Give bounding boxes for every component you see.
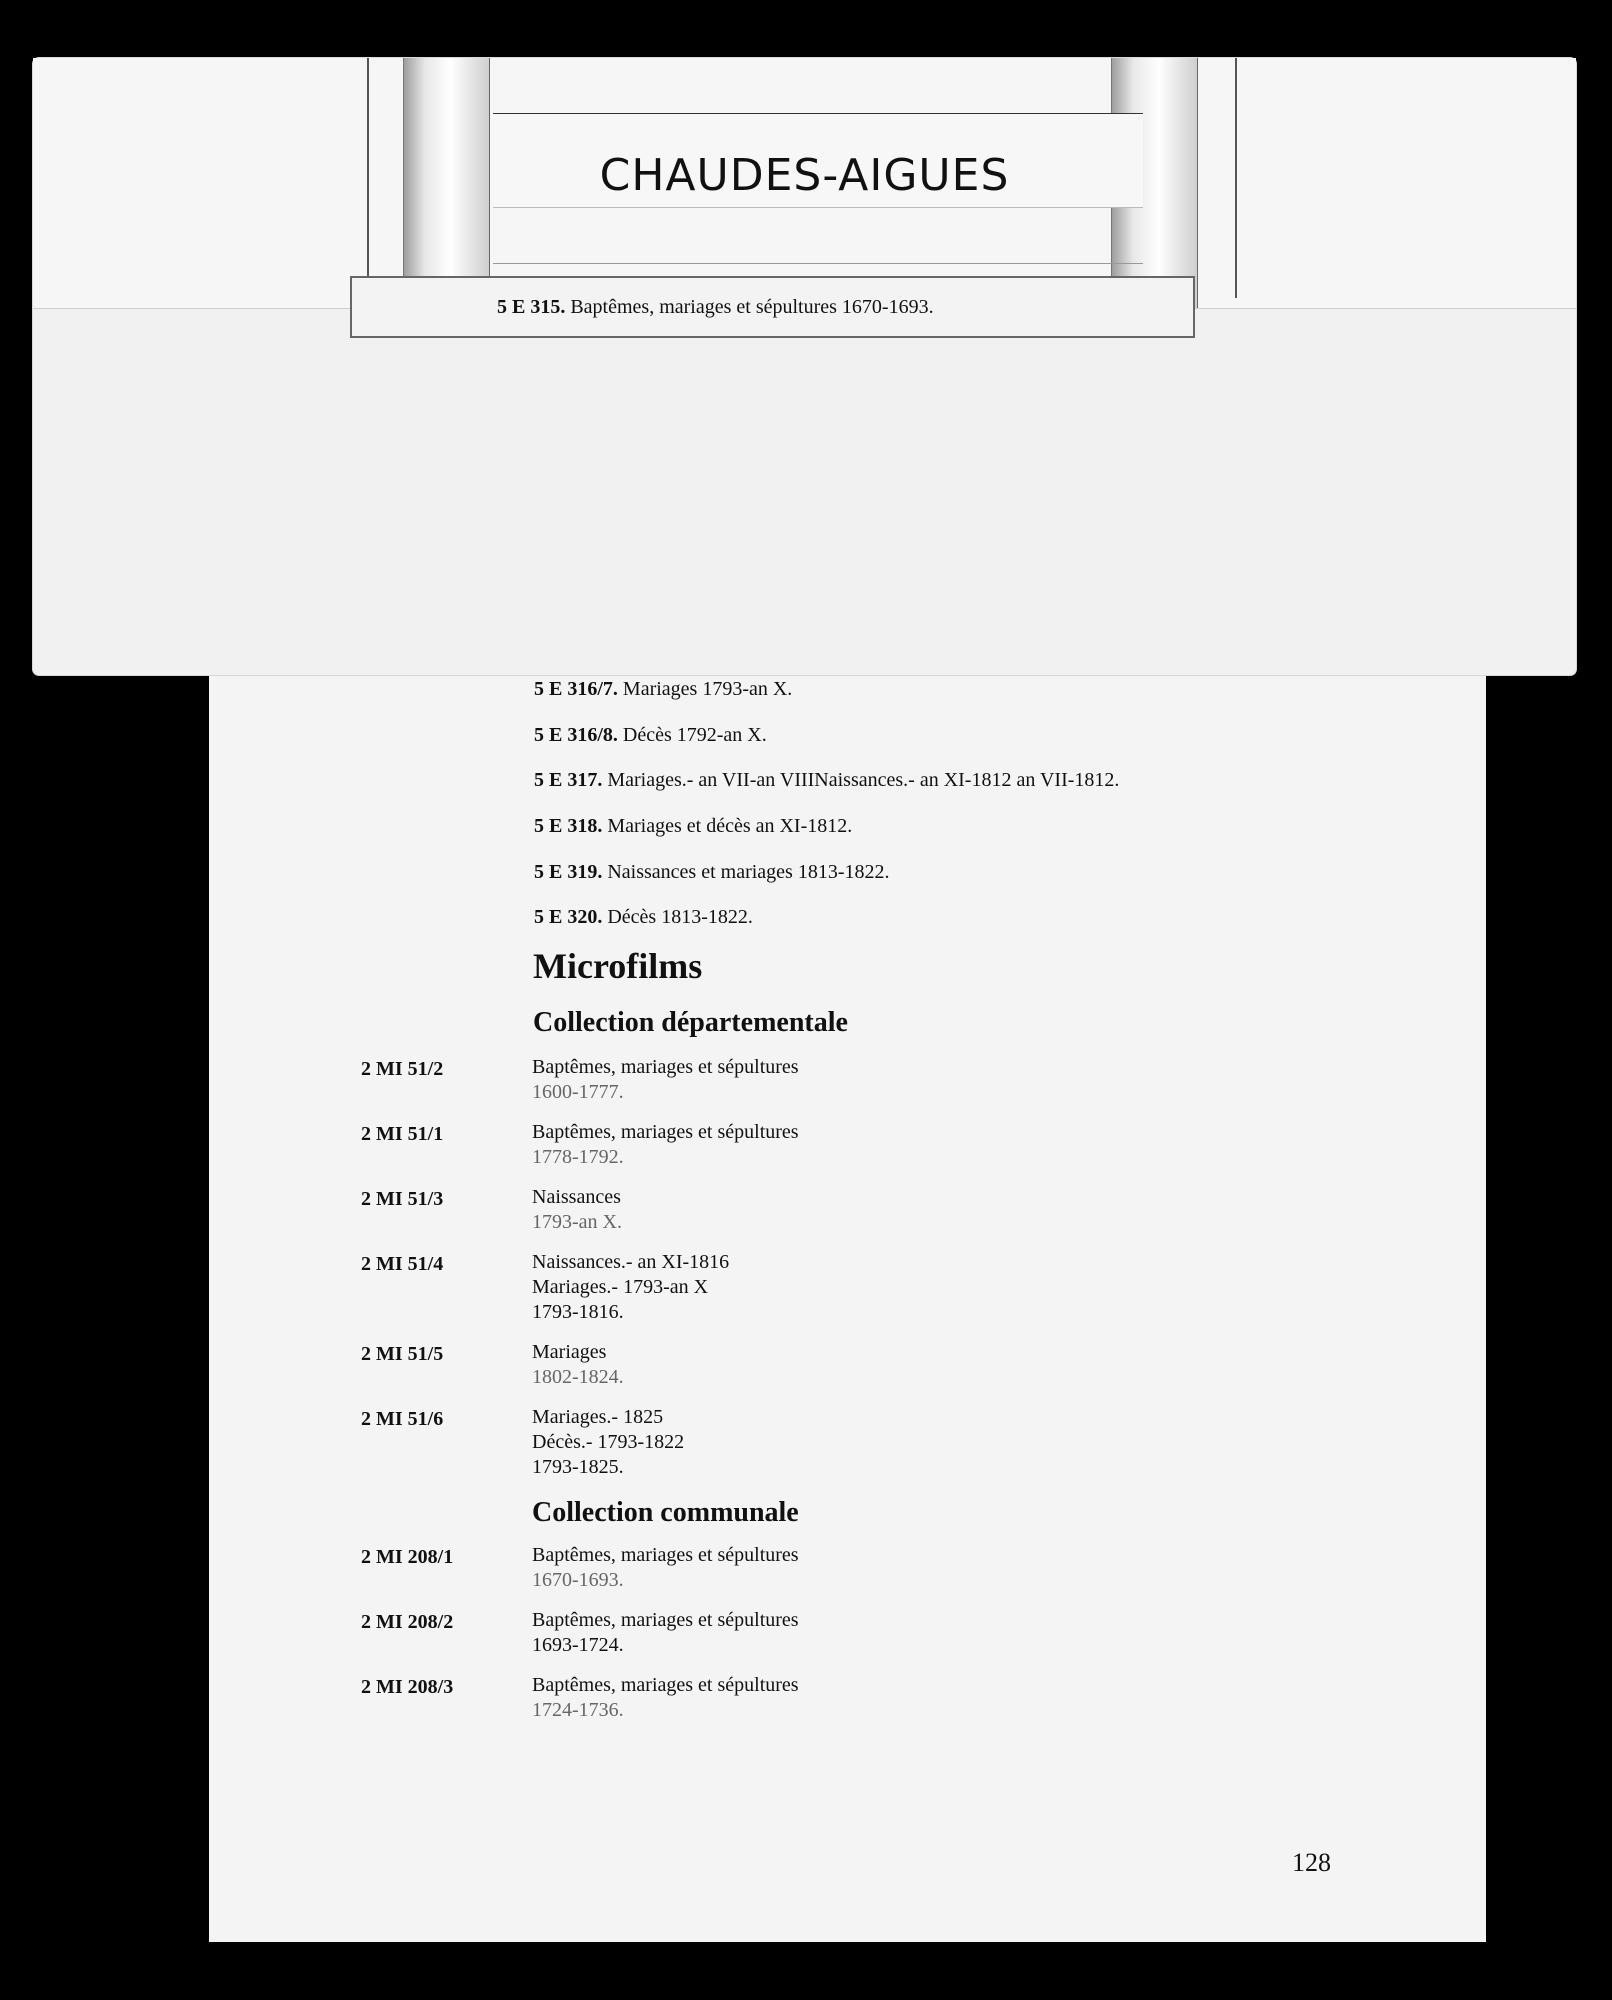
microfilm-description: Mariages 1802-1824. (532, 1341, 624, 1388)
microfilm-code: 2 MI 51/4 (361, 1253, 444, 1275)
folder-title: CHAUDES-AIGUES (599, 150, 1010, 201)
microfilm-code: 2 MI 51/3 (361, 1188, 444, 1210)
departmental-collection-heading: Collection départementale (533, 1007, 848, 1038)
page-number: 128 (1292, 1848, 1331, 1877)
microfilm-code: 2 MI 208/3 (361, 1676, 454, 1698)
microfilm-description: Baptêmes, mariages et sépultures 1693-1724. (532, 1609, 799, 1656)
entry-5e316-7: 5 E 316/7. Mariages 1793-an X. (534, 678, 793, 700)
microfilm-description: Naissances.- an XI-1816 Mariages.- 1793-an X 1793-1816. (532, 1251, 730, 1323)
label-band-lower (493, 206, 1143, 264)
entry-5e320: 5 E 320. Décès 1813-1822. (534, 906, 753, 928)
entry-5e317: 5 E 317. Mariages.- an VII-an VIIINaissances.- an XI-1812 an VII-1812. (534, 769, 1120, 791)
microfilm-description: Baptêmes, mariages et sépultures 1724-1736. (532, 1674, 799, 1721)
communal-collection-heading: Collection communale (532, 1497, 799, 1528)
microfilm-code: 2 MI 51/5 (361, 1343, 444, 1365)
folder-label-strip (33, 58, 1576, 309)
entry-5e319: 5 E 319. Naissances et mariages 1813-1822. (534, 861, 890, 883)
entry-5e316-8: 5 E 316/8. Décès 1792-an X. (534, 724, 767, 746)
entry-5e315: 5 E 315. Baptêmes, mariages et sépultures 1670-1693. (497, 296, 934, 318)
entry-5e318: 5 E 318. Mariages et décès an XI-1812. (534, 815, 853, 837)
microfilm-description: Naissances 1793-an X. (532, 1186, 622, 1233)
microfilm-code: 2 MI 51/1 (361, 1123, 444, 1145)
microfilm-code: 2 MI 51/2 (361, 1058, 444, 1080)
microfilm-description: Baptêmes, mariages et sépultures 1670-1693. (532, 1544, 799, 1591)
reference-box (350, 276, 1195, 338)
microfilm-code: 2 MI 208/2 (361, 1611, 454, 1633)
microfilm-description: Mariages.- 1825 Décès.- 1793-1822 1793-1825. (532, 1406, 685, 1478)
folder-flap (33, 58, 1576, 675)
microfilm-code: 2 MI 208/1 (361, 1546, 454, 1568)
microfilms-heading: Microfilms (533, 946, 703, 986)
microfilm-description: Baptêmes, mariages et sépultures 1600-1777. (532, 1056, 799, 1103)
microfilm-description: Baptêmes, mariages et sépultures 1778-1792. (532, 1121, 799, 1168)
microfilm-code: 2 MI 51/6 (361, 1408, 444, 1430)
